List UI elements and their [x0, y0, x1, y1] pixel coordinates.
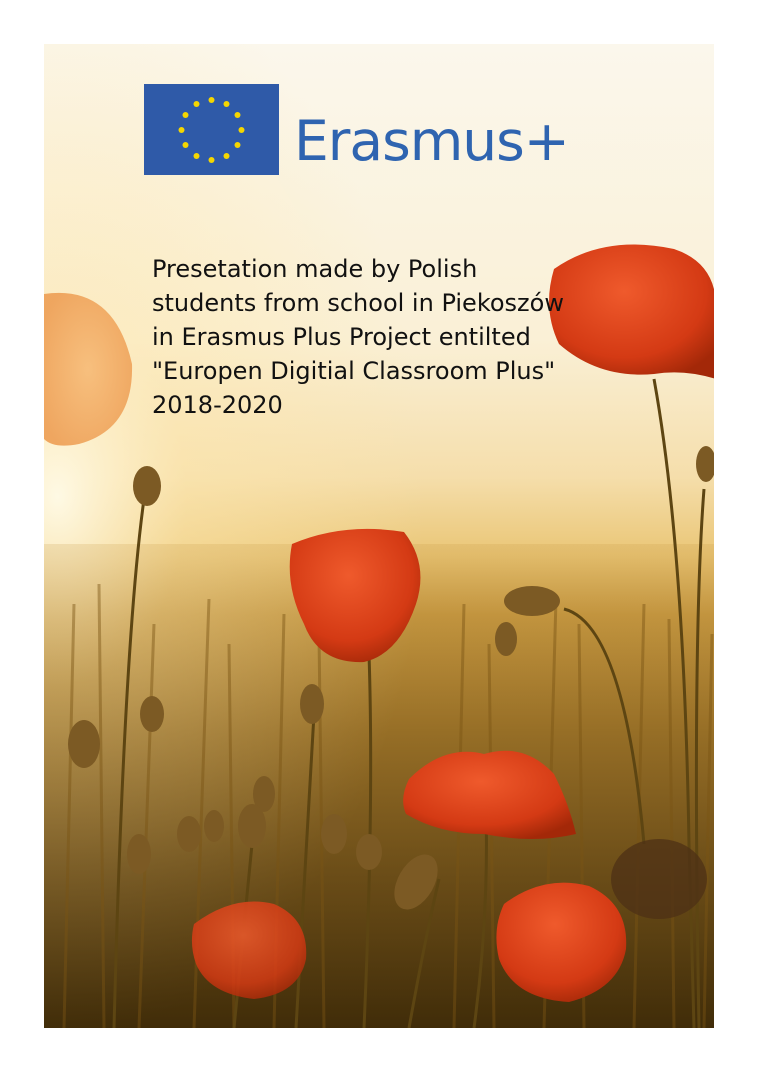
cover-page	[44, 44, 714, 1028]
cover-description: Presetation made by Polish students from school in Piekoszów in Erasmus Plus Project entilted "Europen Digitial Classroom Plus" 2018-2020	[152, 255, 564, 419]
erasmus-plus-logo: Erasmus+	[294, 109, 569, 173]
eu-flag-icon	[144, 84, 279, 175]
poppies-field-photo	[44, 44, 714, 1028]
